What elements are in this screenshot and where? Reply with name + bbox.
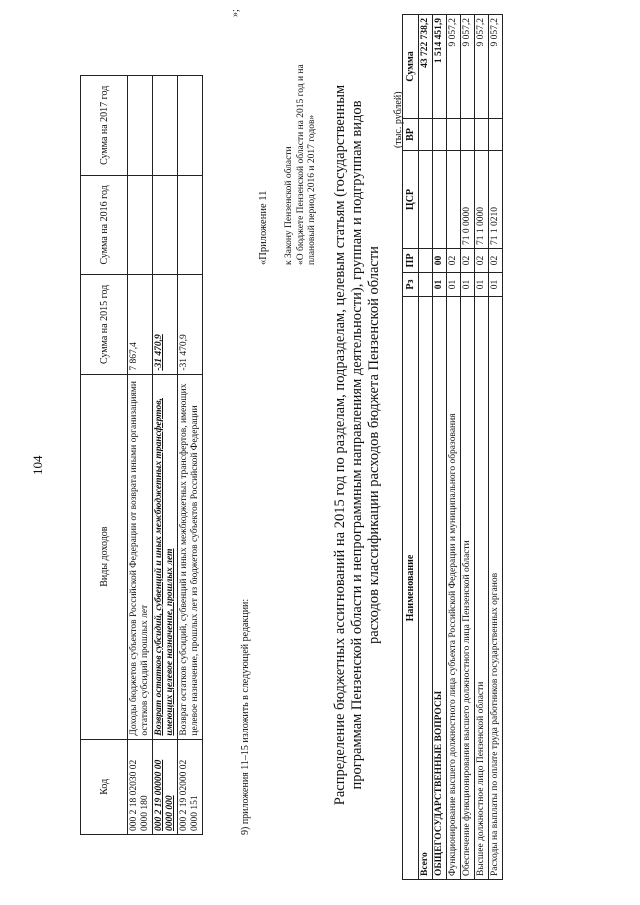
table-row [178, 76, 203, 835]
units-label: (тыс. рублей) [393, 91, 404, 148]
row-csr: 71 0 0000 [461, 151, 475, 249]
row-pr: 02 [489, 249, 503, 273]
row-rz: 01 [475, 273, 489, 297]
closing-quote: »; [230, 9, 241, 17]
section-title-line: расходов классификации расходов бюджета Пензенской области [366, 246, 382, 644]
income-table [80, 75, 203, 835]
header-sum: Сумма [403, 15, 419, 119]
header-name: Наименование [403, 297, 419, 880]
appendix-title: «Приложение 11 [258, 190, 269, 265]
row-rz [419, 273, 433, 297]
row-sum-2015: -31 470,9 [153, 275, 178, 375]
appendix-line: «О бюджете Пензенской области на 2015 год и на [295, 64, 306, 265]
appendix-reference [284, 25, 319, 265]
row-vr [475, 119, 489, 151]
appendix-line: плановый период 2016 и 2017 годов» [307, 114, 317, 265]
table-row [475, 15, 489, 880]
row-pr: 02 [447, 249, 461, 273]
header-csr: ЦСР [403, 151, 419, 249]
header-code: Код [81, 739, 128, 834]
header-vr: ВР [403, 119, 419, 151]
expense-table-header [403, 15, 419, 880]
header-sum-2017: Сумма на 2017 год [81, 76, 128, 176]
row-vr [447, 119, 461, 151]
row-sum-2016 [128, 175, 153, 275]
table-row [447, 15, 461, 880]
row-pr [419, 249, 433, 273]
header-income-type: Виды доходов [81, 374, 128, 739]
section-title-line: Распределение бюджетных ассигнований на 2015 год по разделам, подразделам, целевым статьям (государственным [332, 84, 348, 806]
row-vr [489, 119, 503, 151]
row-csr [447, 151, 461, 249]
header-sum-2016: Сумма на 2016 год [81, 175, 128, 275]
table-row [419, 15, 433, 880]
row-code: 000 2 19 00000 00 0000 000 [153, 739, 178, 834]
expense-table [402, 14, 503, 880]
row-name: Всего [419, 297, 433, 880]
table-row [489, 15, 503, 880]
row-csr: 71 1 0000 [475, 151, 489, 249]
row-rz: 01 [461, 273, 475, 297]
table-row [153, 76, 178, 835]
header-rz: Рз [403, 273, 419, 297]
row-name: Обеспечение функционирования высшего должностного лица Пензенской области [461, 297, 475, 880]
row-sum: 43 722 738,2 [419, 15, 433, 119]
header-pr: ПР [403, 249, 419, 273]
row-name: Возврат остатков субсидий, субвенций и иных межбюджетных трансфертов, имеющих целевое назначение, прошлых лет [153, 374, 178, 739]
row-sum-2016 [153, 175, 178, 275]
row-name: Возврат остатков субсидий, субвенций и иных межбюджетных трансфертов, имеющих целевое назначение, прошлых лет из бюджетов субъектов Российской Федерации [178, 374, 203, 739]
row-csr [419, 151, 433, 249]
row-sum-2016 [178, 175, 203, 275]
row-code: 000 2 19 02000 02 0000 151 [178, 739, 203, 834]
row-sum-2015: -31 470,9 [178, 275, 203, 375]
row-sum: 9 057,2 [489, 15, 503, 119]
row-vr [419, 119, 433, 151]
header-sum-2015: Сумма на 2015 год [81, 275, 128, 375]
row-sum-2015: 7 867,4 [128, 275, 153, 375]
row-vr [433, 119, 447, 151]
row-pr: 02 [461, 249, 475, 273]
row-sum-2017 [128, 76, 153, 176]
income-table-header [81, 76, 128, 835]
row-pr: 00 [433, 249, 447, 273]
section-title [332, 45, 383, 845]
row-sum: 9 057,2 [461, 15, 475, 119]
row-pr: 02 [475, 249, 489, 273]
row-sum: 9 057,2 [475, 15, 489, 119]
table-row [461, 15, 475, 880]
row-name: Высшее должностное лицо Пензенской области [475, 297, 489, 880]
row-csr [433, 151, 447, 249]
row-sum-2017 [178, 76, 203, 176]
row-code: 000 2 18 02030 02 0000 180 [128, 739, 153, 834]
table-row [433, 15, 447, 880]
row-csr: 71 1 0210 [489, 151, 503, 249]
row-sum: 9 057,2 [447, 15, 461, 119]
row-name: ОБЩЕГОСУДАРСТВЕННЫЕ ВОПРОСЫ [433, 297, 447, 880]
row-rz: 01 [433, 273, 447, 297]
row-name: Доходы бюджетов субъектов Российской Федерации от возврата иными организациями остатков субсидий прошлых лет [128, 374, 153, 739]
amendment-instruction: 9) приложения 11–15 изложить в следующей редакции: [240, 598, 251, 835]
table-row [128, 76, 153, 835]
page-number: 104 [30, 455, 45, 475]
appendix-line: к Закону Пензенской области [284, 146, 294, 265]
row-name: Расходы на выплаты по оплате труда работников государственных органов [489, 297, 503, 880]
row-vr [461, 119, 475, 151]
row-rz: 01 [489, 273, 503, 297]
row-sum: 1 514 451,9 [433, 15, 447, 119]
row-sum-2017 [153, 76, 178, 176]
row-rz: 01 [447, 273, 461, 297]
row-name: Функционирование высшего должностного лица субъекта Российской Федерации и муниципального образования [447, 297, 461, 880]
section-title-line: программам Пензенской области и непрограммным направлениям деятельности), группам и подгруппам видов [349, 100, 365, 790]
